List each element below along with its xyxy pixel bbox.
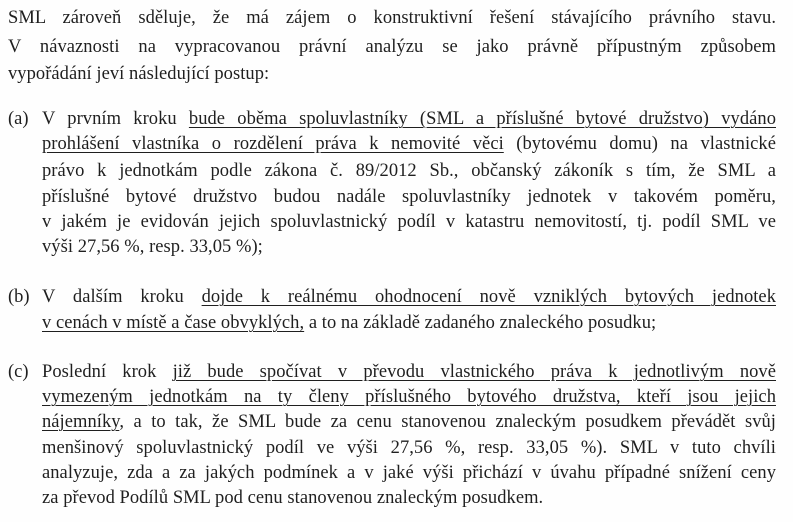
item-c-line-5: analyzuje, zda a za jakých podmínek a v jaké výši přichází v úvahu případné snížení ceny [42, 463, 776, 483]
item-c-line-3-underlined: nájemníky [42, 412, 120, 432]
item-c-line-4: menšinový spoluvlastnický podíl ve výši 27,56 %, resp. 33,05 %). SML v tuto chvíli [42, 438, 776, 458]
intro-line-1: SML zároveň sděluje, že má zájem o konstruktivní řešení stávajícího právního stavu. [8, 8, 776, 28]
item-a-line-1-plain: V prvním kroku [42, 109, 189, 129]
item-c-line-1-plain: Poslední krok [42, 362, 173, 382]
item-c-line-3-plain: , a to tak, že SML bude za cenu stanovenou znaleckým posudkem převádět svůj [119, 412, 776, 432]
item-b-label: (b) [8, 287, 30, 307]
item-a-line-1 [42, 107, 776, 131]
item-b-line-1-plain: V dalším kroku [42, 287, 202, 307]
item-a-line-5: v jakém je evidován jejich spoluvlastnický podíl v katastru nemovitostí, tj. podíl SML ve [42, 212, 776, 232]
item-c-line-6: za převod Podílů SML pod cenu stanovenou znaleckým posudkem. [42, 488, 544, 508]
item-a-line-6: výši 27,56 %, resp. 33,05 %); [42, 237, 263, 257]
item-a-label: (a) [8, 109, 29, 129]
item-b-line-1 [42, 285, 776, 309]
item-b-line-1-underlined: dojde k reálnému ohodnocení nově vzniklých bytových jednotek [201, 287, 776, 307]
item-c-line-2 [42, 385, 776, 409]
item-b-line-2 [42, 311, 656, 335]
intro-line-2: V návaznosti na vypracovanou právní analýzu se jako právně přípustným způsobem [8, 37, 776, 57]
item-a-line-3: právo k jednotkám podle zákona č. 89/2012 Sb., občanský zákoník s tím, že SML a [42, 161, 776, 181]
item-c-line-1-underlined: již bude spočívat v převodu vlastnického práva k jednotlivým nově [172, 362, 776, 382]
item-c-line-2-underlined: vymezeným jednotkám na ty členy příslušného bytového družstva, kteří jsou jejich [42, 387, 776, 407]
item-a-line-2-plain: (bytovému domu) na vlastnické [503, 134, 776, 154]
item-b-line-2-underlined: v cenách v místě a čase obvyklých, [42, 313, 305, 333]
item-b-line-2-plain: a to na základě zadaného znaleckého posudku; [304, 313, 657, 333]
intro-line-3: vypořádání jeví následující postup: [8, 64, 270, 84]
item-c-line-3 [42, 410, 776, 434]
item-a-line-4: příslušné bytové družstvo budou nadále spoluvlastníky jednotek v takovém poměru, [42, 187, 776, 207]
item-a-line-2 [42, 132, 776, 156]
item-c-label: (c) [8, 362, 29, 382]
item-a-line-1-underlined: bude oběma spoluvlastníky (SML a příslušné bytové družstvo) vydáno [188, 109, 776, 129]
item-c-line-1 [42, 360, 776, 384]
item-a-line-2-underlined: prohlášení vlastníka o rozdělení práva k nemovité věci [42, 134, 504, 154]
